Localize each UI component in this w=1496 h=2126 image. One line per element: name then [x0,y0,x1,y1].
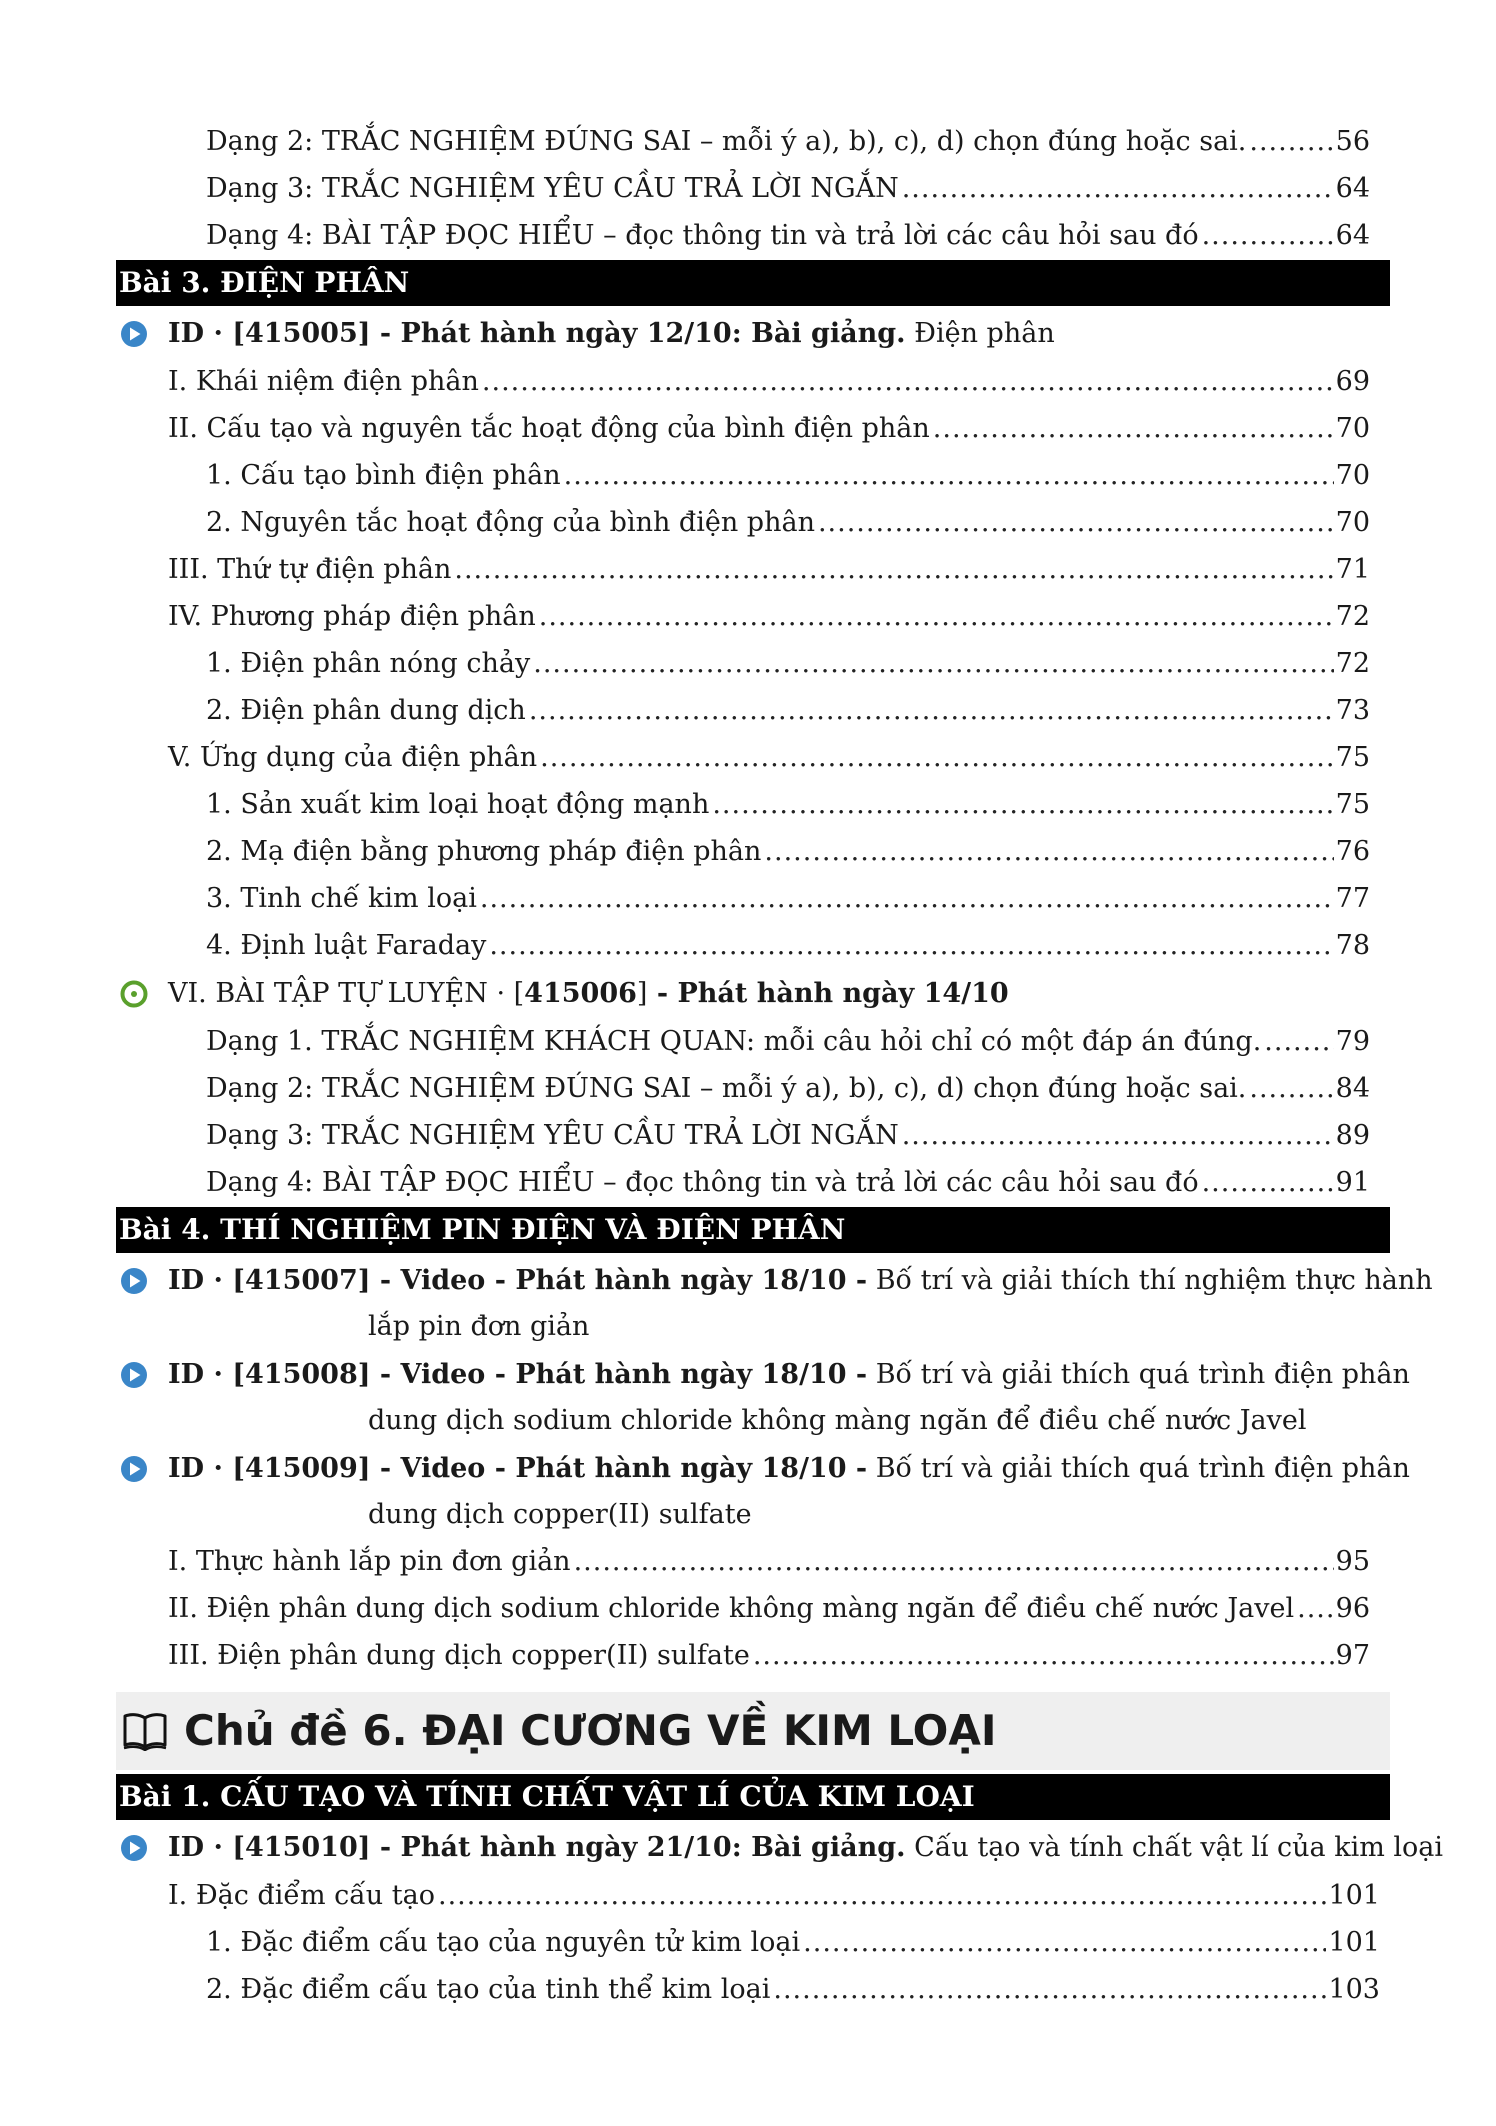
play-icon [120,1834,148,1862]
dot-leader [1202,212,1334,260]
toc-page-number: 73 [1335,695,1370,726]
toc-entry-text: Dạng 3: TRẮC NGHIỆM YÊU CẦU TRẢ LỜI NGẮN [206,1120,899,1151]
toc-entry[interactable] [0,734,1496,782]
dot-leader [1297,1585,1334,1633]
video-id-label: ID · [415009] - Video - Phát hành ngày 18/10 - [168,1453,868,1484]
dot-leader [902,165,1334,213]
toc-entry-text: 2. Đặc điểm cấu tạo của tinh thể kim loại [206,1974,771,2005]
toc-entry[interactable] [0,1585,1496,1633]
video-title: Bố trí và giải thích quá trình điện phân [867,1359,1410,1390]
video-entry-line [168,1257,1433,1305]
toc-entry[interactable] [0,452,1496,500]
toc-entry[interactable] [0,1966,1496,2014]
toc-entry[interactable] [0,1919,1496,1967]
play-icon [120,1361,148,1389]
toc-entry[interactable] [0,875,1496,923]
practice-entry[interactable] [0,970,1496,1018]
toc-page-number: 75 [1335,742,1370,773]
toc-entry[interactable] [0,405,1496,453]
toc-entry-text: 1. Điện phân nóng chảy [206,648,531,679]
toc-page-number: 103 [1328,1974,1380,2005]
video-title: Bố trí và giải thích thí nghiệm thực hành [867,1265,1433,1296]
toc-entry-text: 1. Cấu tạo bình điện phân [206,460,561,491]
dot-leader [1202,1159,1334,1207]
toc-page-number: 71 [1335,554,1370,585]
video-entry[interactable] [0,1445,1496,1539]
toc-entry-text: Dạng 2: TRẮC NGHIỆM ĐÚNG SAI – mỗi ý a), b), c), d) chọn đúng hoặc sai. [206,1073,1247,1104]
toc-page-number: 101 [1328,1927,1380,1958]
toc-entry-text: 2. Mạ điện bằng phương pháp điện phân [206,836,762,867]
section-bar-bai4: Bài 4. THÍ NGHIỆM PIN ĐIỆN VÀ ĐIỆN PHÂN [116,1207,1390,1253]
toc-page-number: 95 [1335,1546,1370,1577]
toc-entry-text: V. Ứng dụng của điện phân [168,742,538,773]
dot-leader [1264,1018,1333,1066]
toc-entry-text: Dạng 4: BÀI TẬP ĐỌC HIỂU – đọc thông tin và trả lời các câu hỏi sau đó [206,220,1199,251]
toc-entry-text: I. Thực hành lắp pin đơn giản [168,1546,571,1577]
toc-entry-text: 1. Sản xuất kim loại hoạt động mạnh [206,789,710,820]
toc-entry-text: IV. Phương pháp điện phân [168,601,536,632]
toc-entry[interactable] [0,1538,1496,1586]
toc-entry-text: 1. Đặc điểm cấu tạo của nguyên tử kim loại [206,1927,801,1958]
toc-entry-text: Dạng 4: BÀI TẬP ĐỌC HIỂU – đọc thông tin và trả lời các câu hỏi sau đó [206,1167,1199,1198]
video-id-label: ID · [415005] - Phát hành ngày 12/10: Bài giảng. [168,318,906,349]
dot-leader [902,1112,1334,1160]
video-title: Bố trí và giải thích quá trình điện phân [867,1453,1410,1484]
video-id-label: ID · [415010] - Phát hành ngày 21/10: Bài giảng. [168,1832,906,1863]
toc-page-number: 56 [1335,126,1370,157]
toc-entry-text: Dạng 2: TRẮC NGHIỆM ĐÚNG SAI – mỗi ý a), b), c), d) chọn đúng hoặc sai. [206,126,1247,157]
section-bar-bai1: Bài 1. CẤU TẠO VÀ TÍNH CHẤT VẬT LÍ CỦA KIM LOẠI [116,1774,1390,1820]
toc-page-number: 77 [1335,883,1370,914]
toc-page-number: 78 [1335,930,1370,961]
toc-entry[interactable] [0,781,1496,829]
toc-entry[interactable] [0,828,1496,876]
video-title-continued: lắp pin đơn giản [368,1311,590,1342]
video-entry-line [168,1445,1410,1493]
toc-entry-text: III. Điện phân dung dịch copper(II) sulfate [168,1640,750,1671]
dot-leader [540,734,1334,782]
video-id-label: ID · [415007] - Video - Phát hành ngày 18/10 - [168,1265,868,1296]
toc-entry[interactable] [0,1159,1496,1207]
dot-leader [533,640,1333,688]
toc-entry[interactable] [0,358,1496,406]
dot-leader [753,1632,1334,1680]
toc-entry[interactable] [0,1632,1496,1680]
toc-page-number: 70 [1335,460,1370,491]
toc-entry-text: 2. Nguyên tắc hoạt động của bình điện phân [206,507,815,538]
dot-leader [489,922,1333,970]
toc-entry[interactable] [0,118,1496,166]
book-icon [122,1711,168,1751]
video-entry-line [168,310,1055,358]
toc-entry[interactable] [0,1112,1496,1160]
toc-entry-text: I. Khái niệm điện phân [168,366,479,397]
dot-leader [764,828,1333,876]
video-entry[interactable] [0,310,1496,358]
toc-entry[interactable] [0,499,1496,547]
toc-page-number: 96 [1335,1593,1370,1624]
clock-icon [120,980,148,1008]
dot-leader [574,1538,1334,1586]
dot-leader [480,875,1334,923]
toc-entry[interactable] [0,640,1496,688]
dot-leader [1249,118,1333,166]
dot-leader [818,499,1334,547]
toc-page-number: 97 [1335,1640,1370,1671]
video-entry-line [168,1824,1443,1872]
toc-page-number: 64 [1335,173,1370,204]
toc-page-number: 75 [1335,789,1370,820]
dot-leader [1249,1065,1333,1113]
dot-leader [454,546,1333,594]
toc-page-number: 69 [1335,366,1370,397]
video-id-label: ID · [415008] - Video - Phát hành ngày 18/10 - [168,1359,868,1390]
video-title: Điện phân [905,318,1055,349]
toc-page-number: 76 [1335,836,1370,867]
practice-entry-line: VI. BÀI TẬP TỰ LUYỆN · [415006] - Phát hành ngày 14/10 [168,978,1009,1009]
play-icon [120,1455,148,1483]
toc-entry-text: II. Cấu tạo và nguyên tắc hoạt động của bình điện phân [168,413,930,444]
toc-page-number: 91 [1335,1167,1370,1198]
dot-leader [564,452,1334,500]
video-title: Cấu tạo và tính chất vật lí của kim loại [905,1832,1444,1863]
toc-page-number: 72 [1335,601,1370,632]
toc-entry[interactable] [0,1018,1496,1066]
toc-entry-text: III. Thứ tự điện phân [168,554,452,585]
toc-entry[interactable] [0,593,1496,641]
toc-entry-text: 4. Định luật Faraday [206,930,487,961]
chapter-title: Chủ đề 6. ĐẠI CƯƠNG VỀ KIM LOẠI [184,1706,997,1755]
toc-page-number: 89 [1335,1120,1370,1151]
toc-entry-text: 2. Điện phân dung dịch [206,695,526,726]
toc-page-number: 72 [1335,648,1370,679]
toc-entry[interactable] [0,212,1496,260]
toc-entry[interactable] [0,1872,1496,1920]
video-entry-line [168,1351,1410,1399]
toc-page-number: 101 [1328,1880,1380,1911]
toc-entry-text: Dạng 1. TRẮC NGHIỆM KHÁCH QUAN: mỗi câu hỏi chỉ có một đáp án đúng. [206,1026,1262,1057]
video-entry[interactable] [0,1351,1496,1445]
toc-entry[interactable] [0,922,1496,970]
dot-leader [438,1872,1326,1920]
video-entry[interactable] [0,1824,1496,1872]
toc-entry[interactable] [0,687,1496,735]
toc-entry-text: I. Đặc điểm cấu tạo [168,1880,435,1911]
toc-entry-text: II. Điện phân dung dịch sodium chloride không màng ngăn để điều chế nước Javel [168,1593,1295,1624]
dot-leader [529,687,1334,735]
toc-page-number: 70 [1335,413,1370,444]
toc-page-number: 64 [1335,220,1370,251]
dot-leader [482,358,1334,406]
toc-page-number: 70 [1335,507,1370,538]
play-icon [120,320,148,348]
dot-leader [712,781,1333,829]
section-bar-bai3: Bài 3. ĐIỆN PHÂN [116,260,1390,306]
toc-entry[interactable] [0,546,1496,594]
dot-leader [539,593,1334,641]
video-title-continued: dung dịch copper(II) sulfate [368,1499,752,1530]
dot-leader [773,1966,1326,2014]
chapter-heading [116,1692,1390,1770]
toc-entry-text: 3. Tinh chế kim loại [206,883,477,914]
toc-entry[interactable] [0,165,1496,213]
toc-entry[interactable] [0,1065,1496,1113]
video-title-continued: dung dịch sodium chloride không màng ngăn để điều chế nước Javel [368,1405,1307,1436]
play-icon [120,1267,148,1295]
dot-leader [803,1919,1326,1967]
toc-page-number: 79 [1335,1026,1370,1057]
video-entry[interactable] [0,1257,1496,1351]
dot-leader [933,405,1334,453]
toc-page-number: 84 [1335,1073,1370,1104]
toc-entry-text: Dạng 3: TRẮC NGHIỆM YÊU CẦU TRẢ LỜI NGẮN [206,173,899,204]
